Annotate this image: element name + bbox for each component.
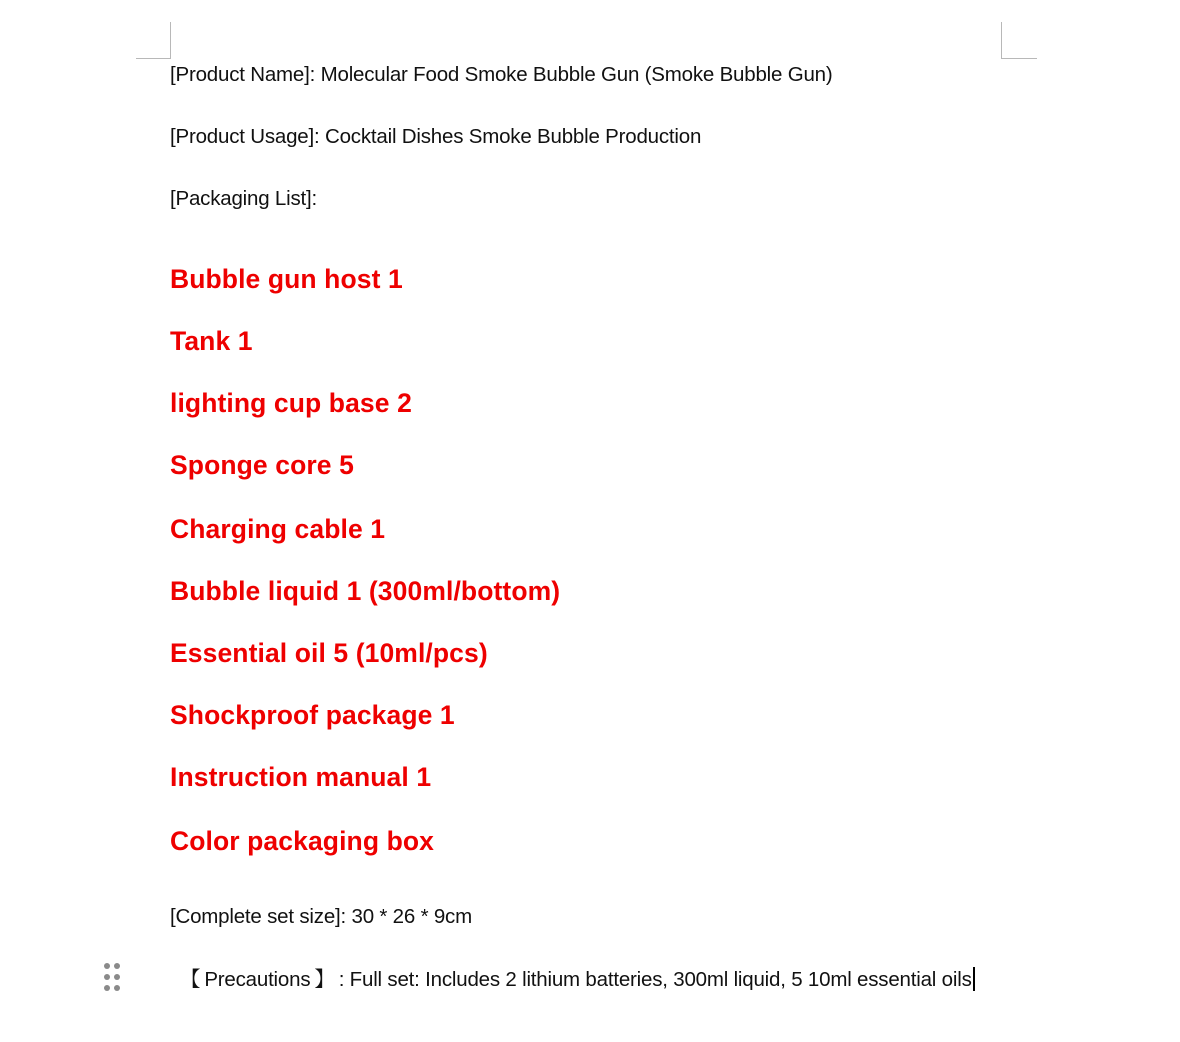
text-cursor-icon [973, 967, 975, 991]
packaging-list-item[interactable]: Tank 1 [170, 326, 253, 356]
packaging-list-heading[interactable]: [Packaging List]: [170, 187, 318, 210]
packaging-list-item[interactable]: lighting cup base 2 [170, 388, 412, 418]
precautions-open-bracket: 【 [180, 968, 201, 991]
packaging-list-item[interactable]: Essential oil 5 (10ml/pcs) [170, 638, 488, 668]
precautions-paragraph[interactable] [176, 967, 975, 992]
margin-guide-top-left [136, 58, 171, 59]
packaging-list-item[interactable]: Color packaging box [170, 826, 434, 856]
product-name-paragraph[interactable]: [Product Name]: Molecular Food Smoke Bubble Gun (Smoke Bubble Gun) [170, 63, 833, 86]
margin-guide-top-right [1001, 58, 1037, 59]
precautions-label: Precautions [204, 968, 311, 991]
precautions-close-bracket: 】 [314, 968, 335, 991]
precautions-text: : Full set: Includes 2 lithium batteries, 300ml liquid, 5 10ml essential oils [338, 968, 972, 991]
margin-guide-top-right [1001, 22, 1002, 58]
drag-handle-icon[interactable] [102, 963, 124, 993]
packaging-list-item[interactable]: Bubble liquid 1 (300ml/bottom) [170, 576, 561, 606]
complete-set-size-paragraph[interactable]: [Complete set size]: 30 * 26 * 9cm [170, 905, 472, 928]
product-usage-paragraph[interactable]: [Product Usage]: Cocktail Dishes Smoke Bubble Production [170, 125, 702, 148]
margin-guide-top-left [170, 22, 171, 58]
packaging-list-item[interactable]: Sponge core 5 [170, 450, 354, 480]
packaging-list-item[interactable]: Instruction manual 1 [170, 762, 432, 792]
packaging-list-item[interactable]: Charging cable 1 [170, 514, 386, 544]
packaging-list-item[interactable]: Bubble gun host 1 [170, 264, 403, 294]
packaging-list-item[interactable]: Shockproof package 1 [170, 700, 455, 730]
